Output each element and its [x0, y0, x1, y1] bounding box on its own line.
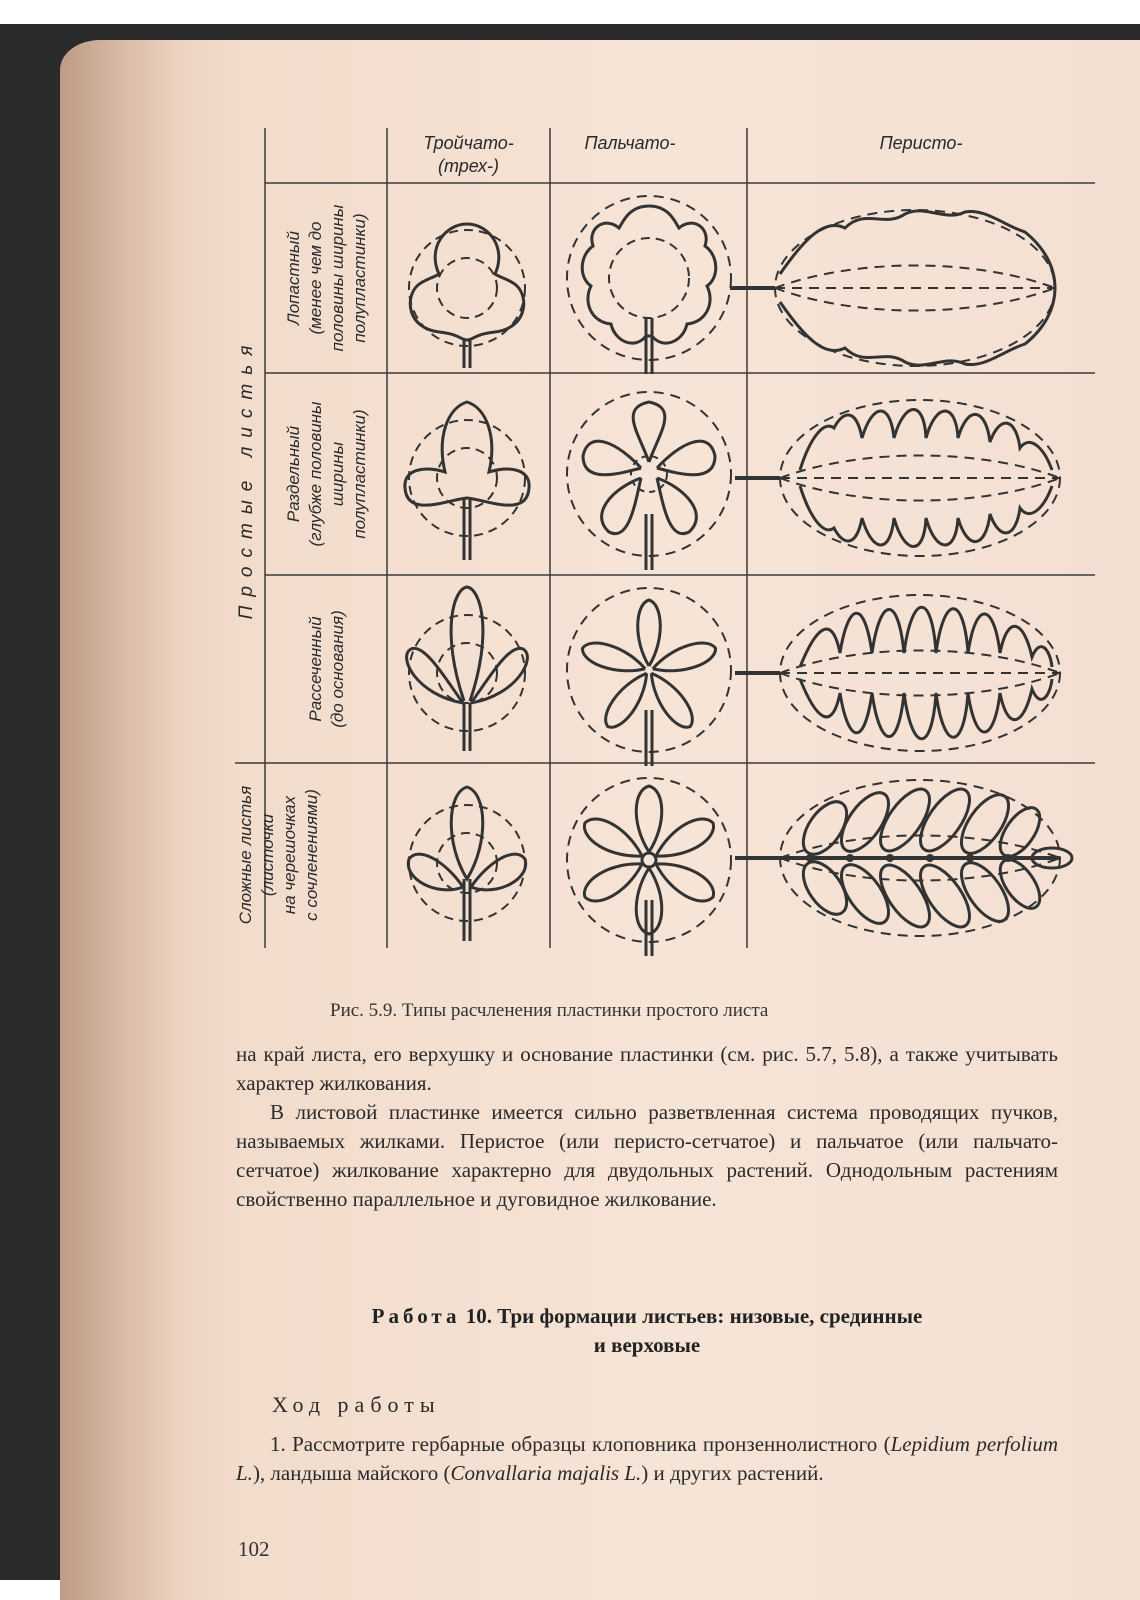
- trifoliate-dissected-leaf: [407, 587, 528, 751]
- heading-line-1: [236, 1302, 1058, 1331]
- row-label-line: Сложные листья: [236, 785, 255, 925]
- column-header-pinnate: [747, 132, 1095, 155]
- row-label-line: с сочленениями): [302, 789, 321, 921]
- column-header-line: Тройчато-: [423, 133, 514, 153]
- latin-name: Convallaria majalis L.: [450, 1461, 642, 1485]
- pinnate-divided-leaf: [735, 400, 1060, 556]
- column-header-trifoliate: [387, 132, 550, 178]
- palmate-compound-leaf: [567, 778, 731, 956]
- row-label-line: (менее чем до: [306, 221, 325, 335]
- row-label-line: (листочки: [258, 813, 277, 897]
- item-text: ), ландыша майского (: [252, 1461, 451, 1485]
- section-heading: [236, 1302, 1058, 1360]
- leaf-dissection-figure: [235, 128, 1095, 968]
- row-label-line: Рассеченный: [306, 616, 325, 722]
- column-header-line: (трех-): [437, 156, 499, 176]
- pinnate-dissected-leaf: [735, 595, 1060, 751]
- row-label-dissected: [305, 610, 349, 728]
- row-label-compound: [235, 786, 323, 924]
- column-header-line: Перисто-: [879, 133, 963, 153]
- row-label-line: полупластинки): [350, 213, 369, 343]
- row-label-line: полупластинки): [350, 409, 369, 539]
- trifoliate-lobed-leaf: [409, 224, 525, 368]
- subheading-procedure: Ход работы: [272, 1392, 441, 1417]
- heading-line-2: и верховые: [593, 1333, 701, 1357]
- item-text: ) и других растений.: [641, 1461, 824, 1485]
- trifoliate-compound-leaf: [408, 787, 525, 941]
- row-label-divided: [283, 401, 371, 546]
- row-label-line: Лопастный: [284, 231, 303, 325]
- row-label-line: Раздельный: [284, 425, 303, 523]
- palmate-lobed-leaf: [567, 196, 731, 374]
- list-item-1: [236, 1430, 1058, 1488]
- row-label-line: половины ширины: [328, 204, 347, 352]
- paragraph-continuation: на край листа, его верхушку и основание пластинки (см. рис. 5.7, 5.8), а также учитывать характер жилкования.: [236, 1042, 1058, 1095]
- heading-work-label: Работа: [371, 1304, 461, 1328]
- paragraph-venation: В листовой пластинке имеется сильно разветвленная система проводящих пучков, называемых жилками. Перистое (или перисто-сетчатое) и пальчатое (или пальчато-сетчатое) жилкование характерно для двудольных растений. Однодольным растениям свойственно параллельное и дуговидное жилкование.: [236, 1100, 1058, 1211]
- row-label-line: (глубже половины: [306, 401, 325, 547]
- row-label-line: ширины: [328, 441, 347, 507]
- column-header-line: Пальчато-: [584, 133, 676, 153]
- page-binding-shadow: [60, 40, 180, 1600]
- group-label-simple-leaves: Простые листья: [236, 336, 257, 620]
- row-label-lobed: [283, 205, 371, 352]
- pinnate-compound-leaf: [735, 780, 1072, 936]
- palmate-divided-leaf: [567, 392, 731, 570]
- palmate-dissected-leaf: [567, 588, 731, 766]
- item-text: 1. Рассмотрите гербарные образцы клоповника пронзеннолистного (: [270, 1432, 891, 1456]
- page-number: 102: [238, 1537, 270, 1561]
- latin-name: Lepidium perfolium L.: [236, 1432, 1058, 1485]
- heading-title: 10. Три формации листьев: низовые, срединные: [465, 1304, 923, 1328]
- trifoliate-divided-leaf: [405, 402, 529, 560]
- column-header-palmate: [550, 132, 710, 155]
- row-label-line: (до основания): [328, 610, 347, 728]
- figure-caption: Рис. 5.9. Типы расчленения пластинки простого листа: [330, 1000, 769, 1021]
- pinnate-lobed-leaf: [730, 210, 1055, 366]
- row-label-line: на черешочках: [280, 795, 299, 915]
